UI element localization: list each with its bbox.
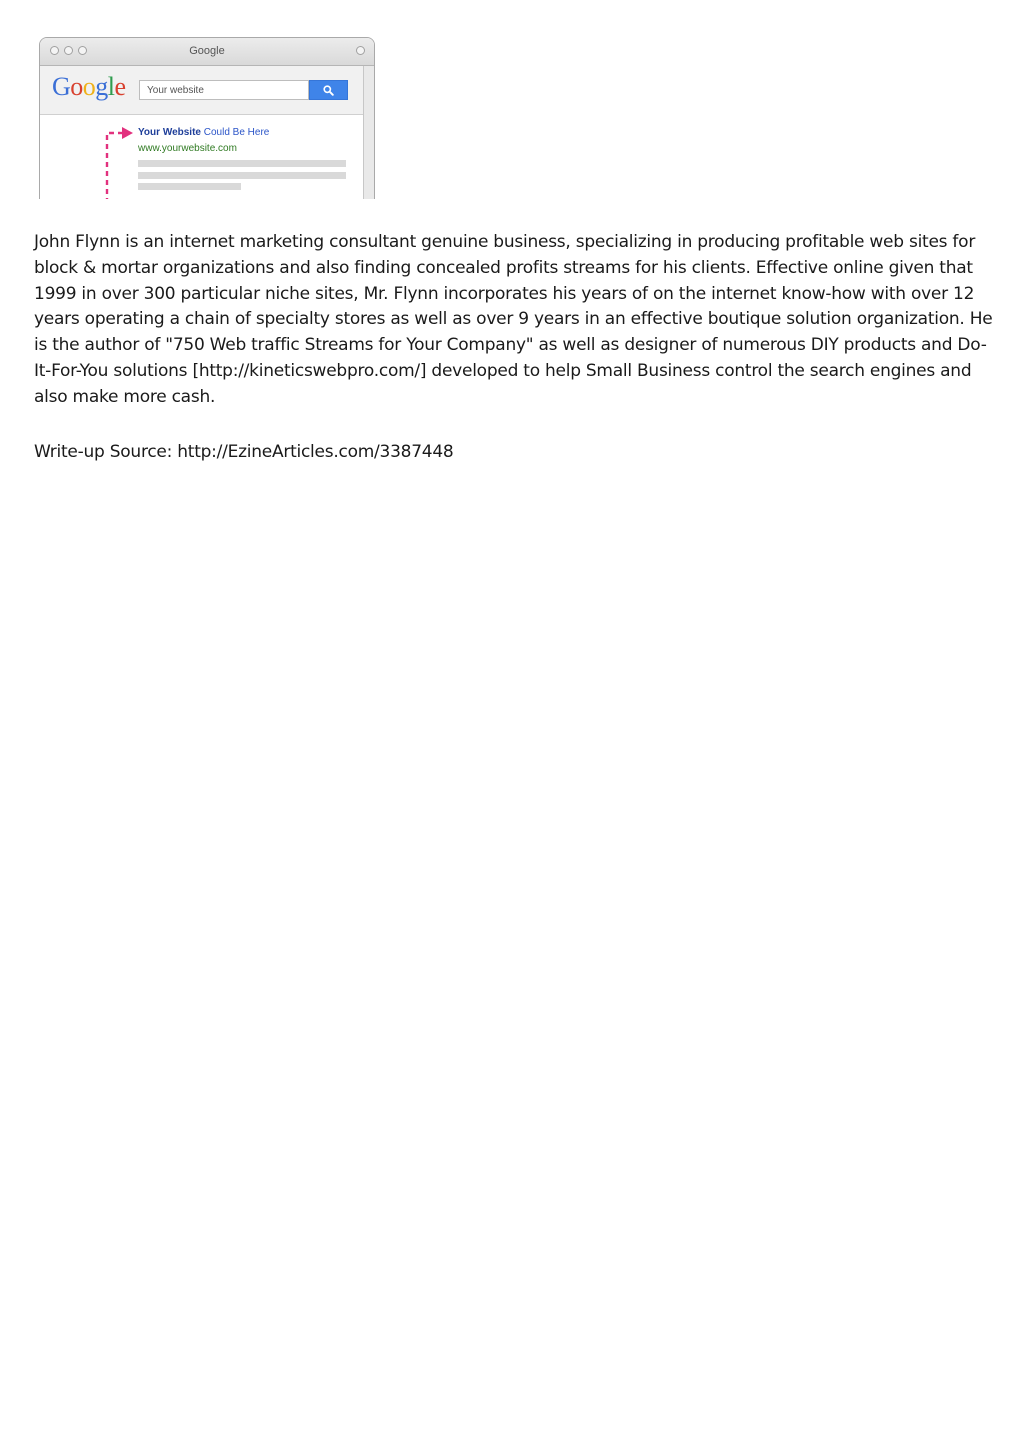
logo-letter: g xyxy=(95,72,108,101)
search-toolbar xyxy=(40,66,363,115)
search-results xyxy=(40,115,363,199)
logo-letter: e xyxy=(114,72,126,101)
google-logo xyxy=(52,74,126,100)
window-resize-dot-icon xyxy=(356,46,365,55)
browser-titlebar xyxy=(40,38,374,66)
logo-letter: o xyxy=(82,72,96,101)
browser-window xyxy=(39,37,375,199)
article-body xyxy=(34,230,996,465)
result-snippet-line xyxy=(138,172,346,179)
search-input[interactable] xyxy=(139,80,309,100)
logo-letter: l xyxy=(107,72,115,101)
search-button[interactable] xyxy=(309,80,348,100)
search-icon xyxy=(323,85,334,96)
author-bio-paragraph: John Flynn is an internet marketing consultant genuine business, specializing in producing profitable web sites for block & mortar organizations and also finding concealed profits streams for his clients. Effective online given that 1999 in over 300 particular niche sites, Mr. Flynn incorporates his years of on the internet know-how with over 12 years operating a chain of specialty stores as well as over 9 years in an effective boutique solution organization. He is the author of "750 Web traffic Streams for Your Company" as well as designer of numerous DIY products and Do-It-For-You solutions [http://kineticswebpro.com/] developed to help Small Business control the search engines and also make more cash. xyxy=(34,232,993,407)
window-title: Google xyxy=(189,45,225,57)
result-title-bold: Your Website xyxy=(138,127,201,138)
logo-letter: o xyxy=(70,72,83,101)
dashed-arrow-icon xyxy=(102,125,136,199)
result-snippet-line xyxy=(138,160,346,167)
result-title-link[interactable] xyxy=(138,127,269,138)
result-url: www.yourwebsite.com xyxy=(138,143,237,154)
browser-scrollbar[interactable] xyxy=(363,66,374,199)
google-search-illustration xyxy=(39,37,375,199)
result-title-rest: Could Be Here xyxy=(200,127,270,138)
result-snippet-line xyxy=(138,183,241,190)
article-source-line: Write-up Source: http://EzineArticles.com/3387448 xyxy=(34,441,454,462)
logo-letter: G xyxy=(52,72,71,101)
